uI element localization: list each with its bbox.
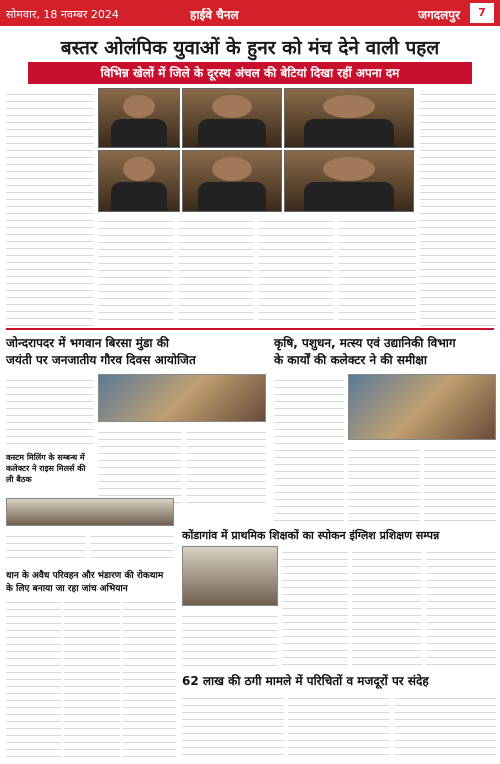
athlete-photo-4 <box>98 150 180 212</box>
issue-date: सोमवार, 18 नवम्बर 2024 <box>6 8 119 21</box>
athlete-photo-2 <box>182 88 282 148</box>
story7-col1 <box>182 692 284 760</box>
story3-photo <box>348 374 496 440</box>
story3-headline: कृषि, पशुधन, मत्स्य एवं उद्यानिकी विभाग के कार्यों की कलेक्टर ने की समीक्षा <box>274 336 456 367</box>
edition-city: जगदलपुर <box>418 8 460 22</box>
story6-col1 <box>6 596 62 760</box>
athlete-photo-5 <box>182 150 282 212</box>
story6-headline: धान के अवैध परिवहन और भंडारण की रोकथाम के लिए बनाया जा रहा जांच अभियान <box>6 571 164 594</box>
story1-col1 <box>6 88 94 326</box>
story1-col4 <box>258 215 334 325</box>
story3-col1 <box>274 374 344 524</box>
athlete-photo-6 <box>284 150 414 212</box>
story7-col3 <box>394 692 496 760</box>
page-number: 7 <box>470 3 494 23</box>
story1-col6 <box>420 88 496 326</box>
story5-headline: कोंडागांव में प्राथमिक शिक्षकों का स्पोकन इंग्लिश प्रशिक्षण सम्पन्न <box>182 529 440 542</box>
story7-col2 <box>288 692 390 760</box>
story3-col2 <box>348 444 420 524</box>
masthead <box>0 0 500 26</box>
paper-name: हाईवे चैनल <box>190 8 239 22</box>
section-rule <box>6 328 494 330</box>
story2-col1 <box>6 374 94 446</box>
story5-col4 <box>182 610 278 668</box>
story7-headline: 62 लाख की ठगी मामले में परिचितों व मजदूरों पर संदेह <box>182 674 429 688</box>
story1-col3 <box>178 215 254 325</box>
story1-headline: बस्तर ओलंपिक युवाओं के हुनर को मंच देने वाली पहल <box>60 37 440 59</box>
story2-headline: जोन्दरापदर में भगवान बिरसा मुंडा की जयंती पर जनजातीय गौरव दिवस आयोजित <box>6 336 196 367</box>
athlete-photo-3 <box>284 88 414 148</box>
story2-photo <box>98 374 266 422</box>
story5-photo <box>182 546 278 606</box>
story1-col5 <box>338 215 416 325</box>
story5-col3 <box>426 546 496 668</box>
story4-headline: कस्टम मिलिंग के सम्बन्ध में कलेक्टर ने राइस मिलर्स की ली बैठक <box>6 453 86 484</box>
story3-col3 <box>424 444 496 524</box>
story4-col1 <box>6 530 86 564</box>
story5-col1 <box>282 546 348 668</box>
story5-col2 <box>352 546 422 668</box>
story2-col3 <box>186 426 266 506</box>
story1-subhead: विभिन्न खेलों में जिले के दूरस्थ अंचल की बेटियां दिखा रहीं अपना दम <box>28 62 472 84</box>
story4-photo <box>6 498 174 526</box>
story4-col2 <box>90 530 174 564</box>
story1-col2 <box>98 215 174 325</box>
story6-col3 <box>122 596 176 760</box>
athlete-photo-1 <box>98 88 180 148</box>
story2-col2 <box>98 426 182 506</box>
story6-col2 <box>64 596 120 760</box>
